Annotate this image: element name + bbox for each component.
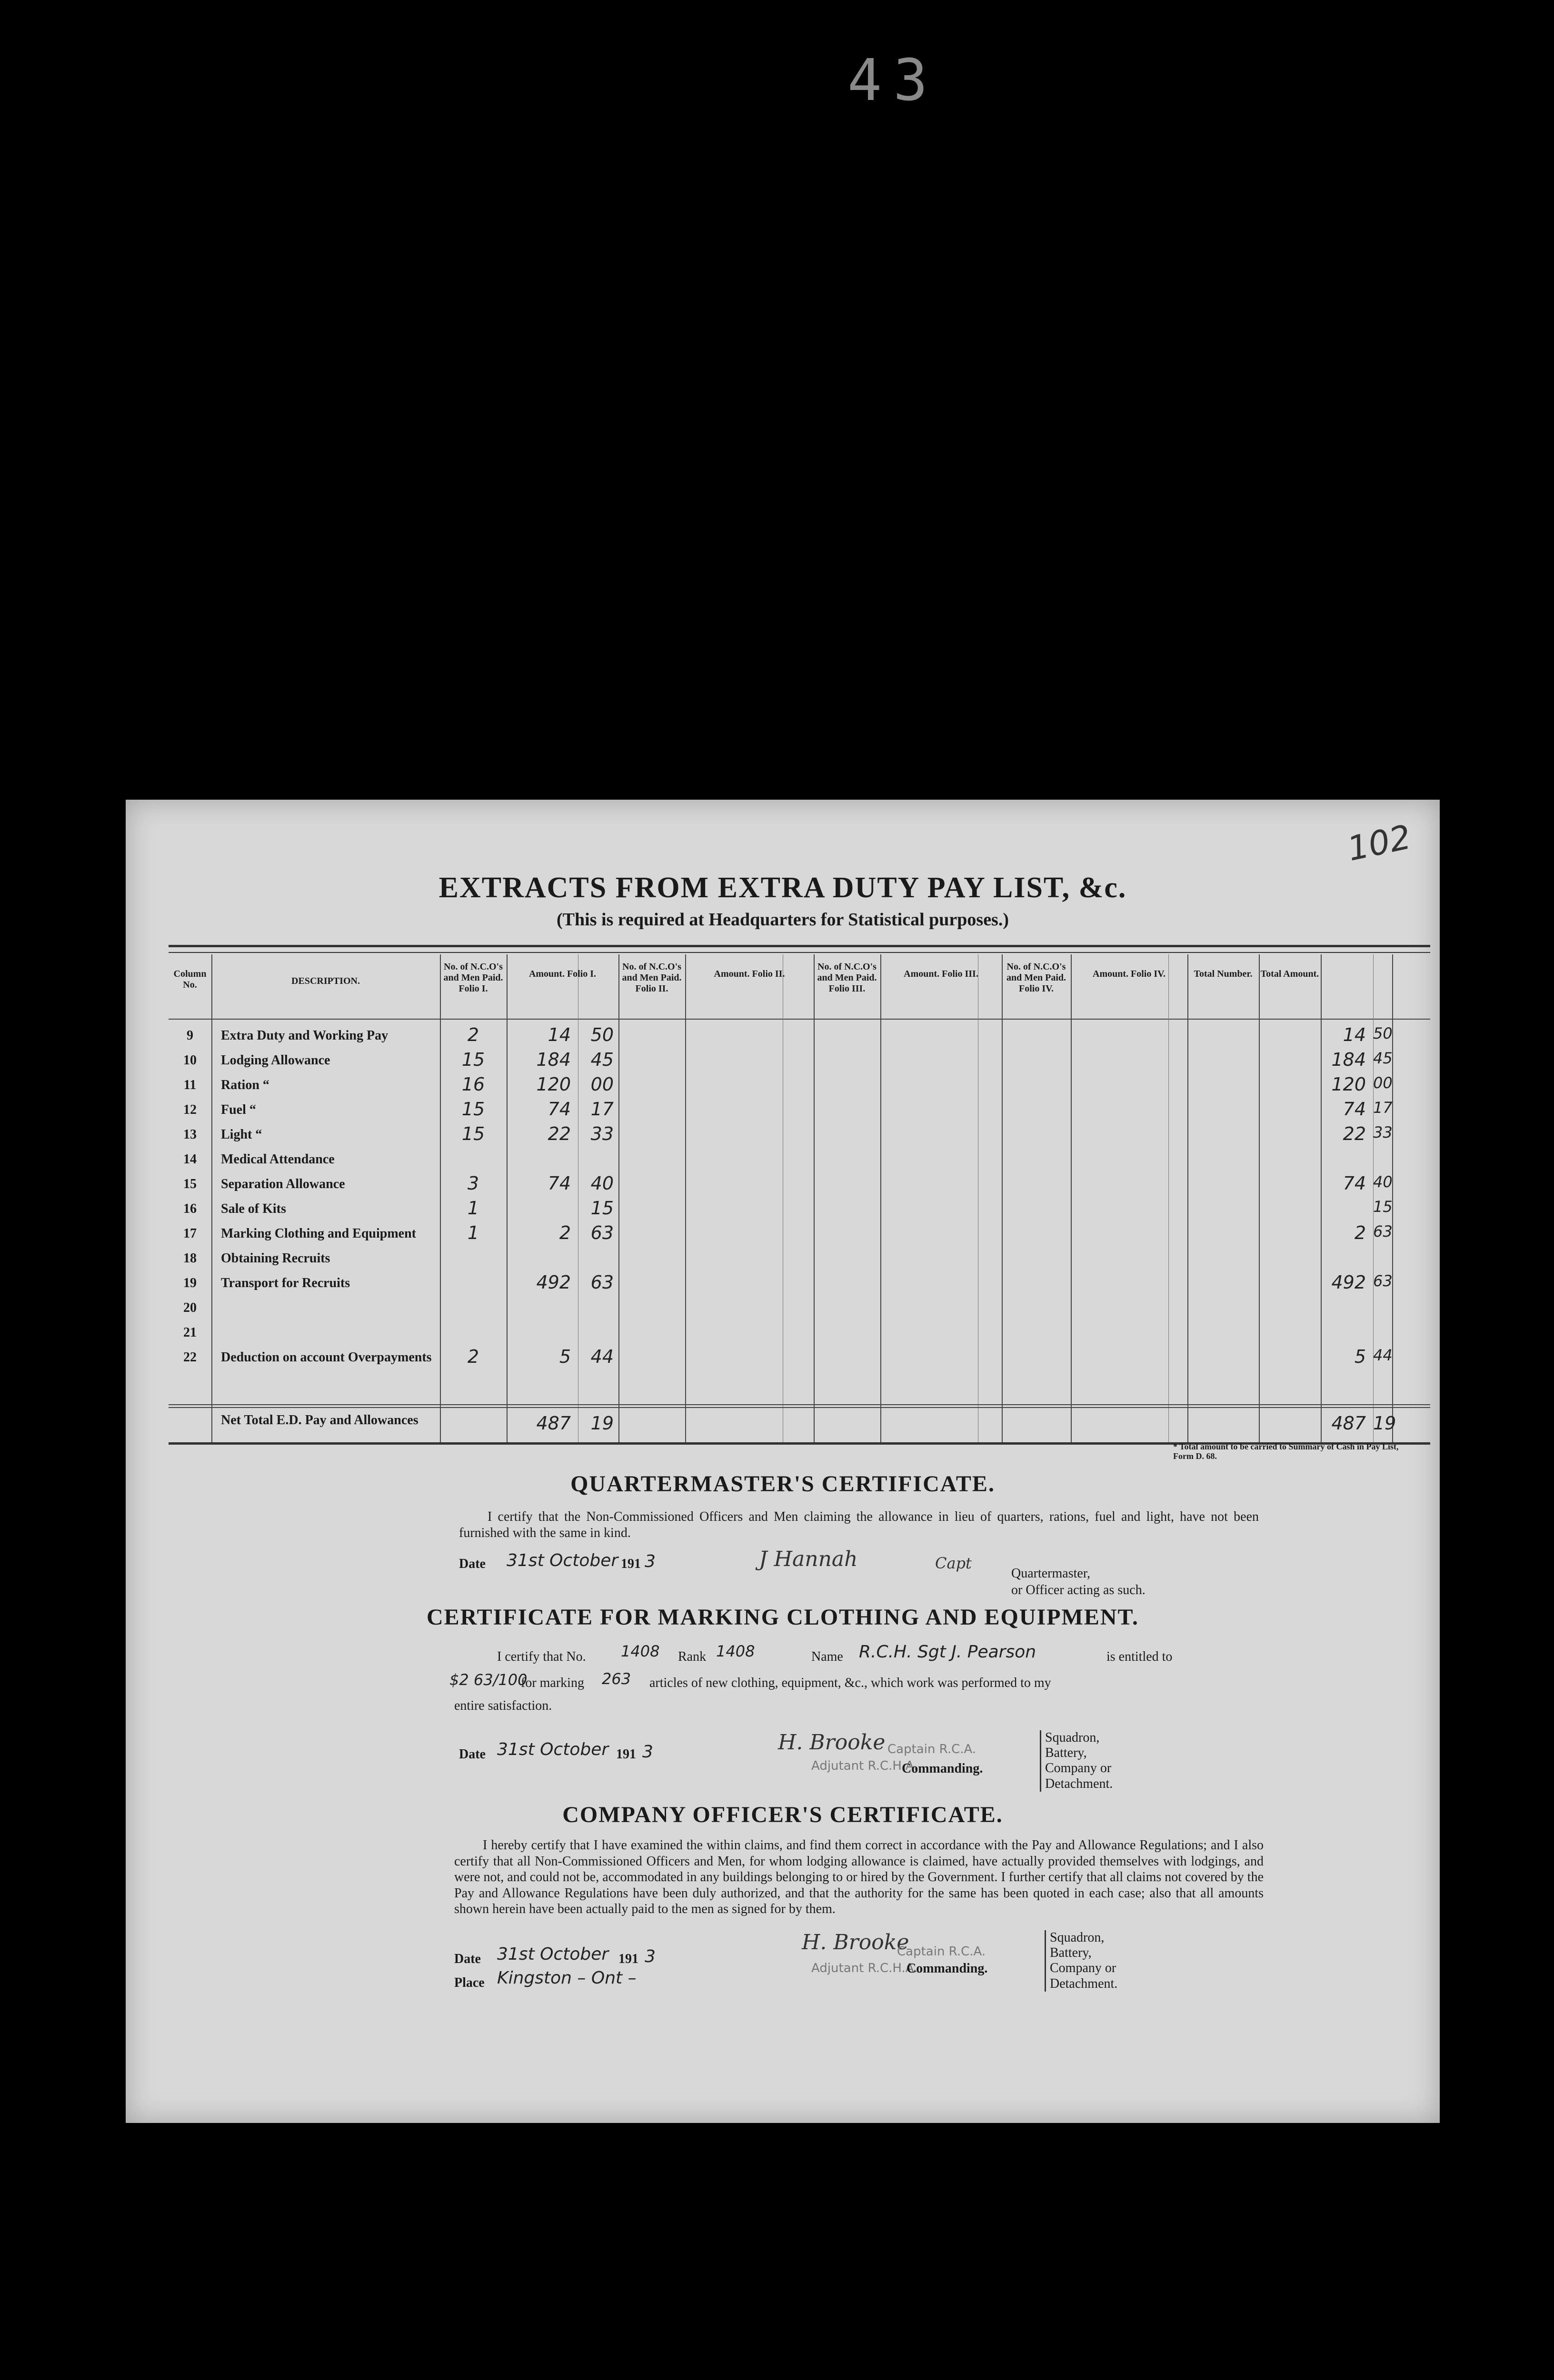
row-amount-cents: 45 xyxy=(590,1049,614,1070)
table-row xyxy=(169,1346,1430,1374)
row-amount-cents: 63 xyxy=(590,1272,614,1293)
company-certificate-text: I hereby certify that I have examined the within claims, and find them correct in accordance with the Pay and Allowance Regulations; and I also certify that all Non-Commissioned Officers and Men, for whom lodging allowance is claimed, have actually provided themselves with lodgings, and were not, and could not be, accommodated in any buildings belonging to or hired by the Government. I further certify that all claims not covered by the Pay and Allowance Regulations have been duly authorized, and that the authority for the same has been quoted in each case; also that all amounts shown herein have been actually paid to the men as signed for by them. xyxy=(454,1838,1264,1917)
table-row xyxy=(169,1099,1430,1126)
table-row xyxy=(169,1251,1430,1275)
row-total-dollars: 492 xyxy=(1331,1272,1366,1293)
row-men-paid: 3 xyxy=(467,1173,479,1194)
row-total-cents: 63 xyxy=(1373,1222,1393,1240)
marking-commanding-label: Commanding. xyxy=(902,1761,983,1776)
document-title: EXTRACTS FROM EXTRA DUTY PAY LIST, &c. xyxy=(438,872,1127,904)
header-nco-folio2: No. of N.C.O's and Men Paid. Folio II. xyxy=(622,962,682,994)
company-date-label: Date xyxy=(454,1952,481,1966)
row-number: 22 xyxy=(183,1350,197,1365)
row-amount-cents: 50 xyxy=(590,1024,614,1045)
row-number: 21 xyxy=(183,1325,197,1340)
header-nco-folio3: No. of N.C.O's and Men Paid. Folio III. xyxy=(817,962,877,994)
row-number: 14 xyxy=(183,1152,197,1167)
row-total-cents: 63 xyxy=(1373,1272,1393,1290)
row-description: Light “ xyxy=(221,1127,262,1142)
row-number: 10 xyxy=(183,1053,197,1068)
table-row xyxy=(169,1222,1430,1250)
marking-stamp-adjutant: Adjutant R.C.H.A. xyxy=(811,1759,918,1773)
row-total-cents: 17 xyxy=(1373,1099,1393,1117)
row-number: 11 xyxy=(183,1078,197,1092)
company-year-value: 3 xyxy=(645,1947,656,1966)
row-total-cents: 00 xyxy=(1373,1074,1393,1092)
marking-certify-label: I certify that No. xyxy=(497,1649,586,1664)
qm-certificate-heading: QUARTERMASTER'S CERTIFICATE. xyxy=(570,1471,995,1497)
row-amount-dollars: 22 xyxy=(548,1123,571,1144)
marking-satisfaction-text: entire satisfaction. xyxy=(454,1698,552,1713)
row-number: 17 xyxy=(183,1226,197,1241)
frame-number: 43 xyxy=(847,48,939,114)
row-men-paid: 15 xyxy=(461,1123,485,1144)
marking-articles-text: articles of new clothing, equipment, &c., which work was performed to my xyxy=(649,1676,1051,1690)
row-amount-cents: 17 xyxy=(590,1099,614,1120)
row-total-dollars: 184 xyxy=(1331,1049,1366,1070)
qm-role-line1: Quartermaster, xyxy=(1011,1566,1091,1581)
table-footnote: * Total amount to be carried to Summary of Cash in Pay List, Form D. 68. xyxy=(1173,1442,1399,1461)
row-amount-dollars: 2 xyxy=(559,1222,571,1243)
row-amount-cents: 40 xyxy=(590,1173,614,1194)
row-amount-dollars: 492 xyxy=(536,1272,571,1293)
marking-stamp-captain: Captain R.C.A. xyxy=(887,1742,976,1756)
marking-no-value: 1408 xyxy=(621,1642,660,1660)
net-total-label: Net Total E.D. Pay and Allowances xyxy=(221,1413,418,1428)
marking-date-label: Date xyxy=(459,1747,486,1762)
row-number: 18 xyxy=(183,1251,197,1266)
table-row xyxy=(169,1074,1430,1101)
row-total-cents: 50 xyxy=(1373,1024,1393,1042)
marking-certificate-heading: CERTIFICATE FOR MARKING CLOTHING AND EQUIPMENT. xyxy=(427,1605,1139,1630)
row-total-cents: 45 xyxy=(1373,1049,1393,1067)
marking-amount-value: $2 63/100 xyxy=(449,1671,528,1689)
row-total-dollars: 14 xyxy=(1343,1024,1366,1045)
marking-year-value: 3 xyxy=(642,1742,653,1762)
row-description: Separation Allowance xyxy=(221,1177,345,1191)
marking-entitled-label: is entitled to xyxy=(1106,1649,1173,1664)
row-total-cents: 40 xyxy=(1373,1173,1393,1191)
company-date-value: 31st October xyxy=(497,1944,609,1964)
company-unit-options: Squadron, Battery, Company or Detachment. xyxy=(1045,1930,1131,1992)
company-place-label: Place xyxy=(454,1975,485,1990)
net-total-tot-cents: 19 xyxy=(1373,1413,1396,1434)
qm-signature-rank: Capt xyxy=(935,1554,972,1572)
table-row xyxy=(169,1024,1430,1052)
table-row xyxy=(169,1272,1430,1299)
table-row xyxy=(169,1198,1430,1225)
row-men-paid: 1 xyxy=(467,1222,479,1243)
row-description: Obtaining Recruits xyxy=(221,1251,330,1266)
company-commanding-label: Commanding. xyxy=(906,1961,988,1976)
header-amount-folio4: Amount. Folio IV. xyxy=(1093,969,1166,979)
net-total-row xyxy=(169,1413,1430,1437)
row-amount-cents: 44 xyxy=(590,1346,614,1367)
row-description: Extra Duty and Working Pay xyxy=(221,1028,388,1043)
row-men-paid: 2 xyxy=(467,1024,479,1045)
qm-certificate-text: I certify that the Non-Commissioned Officers and Men claiming the allowance in lieu of quarters, rations, fuel and light, have not been furnished with the same in kind. xyxy=(459,1509,1259,1540)
row-men-paid: 16 xyxy=(461,1074,485,1095)
row-amount-dollars: 184 xyxy=(536,1049,571,1070)
row-total-dollars: 2 xyxy=(1354,1222,1366,1243)
row-men-paid: 15 xyxy=(461,1049,485,1070)
row-men-paid: 15 xyxy=(461,1099,485,1120)
header-column-no: Column No. xyxy=(173,969,207,990)
table-row xyxy=(169,1300,1430,1324)
table-row xyxy=(169,1152,1430,1176)
marking-rank-value: 1408 xyxy=(716,1642,755,1660)
qm-role-line2: or Officer acting as such. xyxy=(1011,1583,1146,1597)
row-total-cents: 33 xyxy=(1373,1123,1393,1141)
table-row xyxy=(169,1123,1430,1151)
marking-rank-label: Rank xyxy=(678,1649,707,1664)
row-amount-dollars: 5 xyxy=(559,1346,571,1367)
row-total-cents: 15 xyxy=(1373,1198,1393,1216)
row-number: 15 xyxy=(183,1177,197,1191)
row-description: Fuel “ xyxy=(221,1102,256,1117)
company-year-prefix: 191 xyxy=(618,1952,638,1966)
row-amount-cents: 63 xyxy=(590,1222,614,1243)
marking-for-label: for marking xyxy=(521,1676,584,1690)
marking-year-prefix: 191 xyxy=(616,1747,636,1762)
row-description: Marking Clothing and Equipment xyxy=(221,1226,416,1241)
row-total-dollars: 74 xyxy=(1343,1173,1366,1194)
row-number: 19 xyxy=(183,1276,197,1290)
row-description: Medical Attendance xyxy=(221,1152,335,1167)
qm-year-value: 3 xyxy=(645,1552,656,1571)
row-amount-dollars: 74 xyxy=(548,1099,571,1120)
table-row xyxy=(169,1325,1430,1349)
row-total-cents: 44 xyxy=(1373,1346,1393,1364)
row-description: Transport for Recruits xyxy=(221,1276,350,1290)
row-description: Deduction on account Overpayments xyxy=(221,1350,432,1365)
header-amount-folio3: Amount. Folio III. xyxy=(904,969,978,979)
row-amount-dollars: 120 xyxy=(536,1074,571,1095)
marking-name-value: R.C.H. Sgt J. Pearson xyxy=(859,1642,1036,1662)
row-amount-dollars: 74 xyxy=(548,1173,571,1194)
row-total-dollars: 5 xyxy=(1354,1346,1366,1367)
row-amount-cents: 15 xyxy=(590,1198,614,1219)
row-amount-cents: 33 xyxy=(590,1123,614,1144)
marking-date-value: 31st October xyxy=(497,1740,609,1759)
extra-duty-table xyxy=(169,945,1430,1445)
row-number: 13 xyxy=(183,1127,197,1142)
net-total-dollars: 487 xyxy=(536,1413,571,1434)
marking-articles-value: 263 xyxy=(602,1670,631,1688)
row-number: 16 xyxy=(183,1201,197,1216)
header-total-number: Total Number. xyxy=(1194,969,1253,979)
company-place-value: Kingston – Ont – xyxy=(497,1968,637,1988)
row-description: Ration “ xyxy=(221,1078,269,1092)
header-description: DESCRIPTION. xyxy=(291,976,360,986)
qm-date-value: 31st October xyxy=(507,1551,618,1570)
marking-unit-options: Squadron, Battery, Company or Detachment. xyxy=(1040,1730,1126,1792)
row-number: 12 xyxy=(183,1102,197,1117)
row-amount-dollars: 14 xyxy=(548,1024,571,1045)
row-description: Lodging Allowance xyxy=(221,1053,330,1068)
net-total-cents: 19 xyxy=(590,1413,614,1434)
row-description: Sale of Kits xyxy=(221,1201,286,1216)
header-total-amount: Total Amount. xyxy=(1260,969,1319,979)
qm-year-prefix: 191 xyxy=(621,1557,641,1571)
row-men-paid: 1 xyxy=(467,1198,479,1219)
row-number: 9 xyxy=(187,1028,193,1043)
company-stamp-adjutant: Adjutant R.C.H.A. xyxy=(811,1961,918,1975)
qm-signature: J Hannah xyxy=(759,1547,858,1571)
document-subtitle: (This is required at Headquarters for Statistical purposes.) xyxy=(556,910,1009,930)
net-total-tot-dollars: 487 xyxy=(1331,1413,1366,1434)
folio-number: 102 xyxy=(1344,817,1415,869)
header-amount-folio2: Amount. Folio II. xyxy=(714,969,785,979)
document-sheet xyxy=(126,800,1440,2123)
row-amount-cents: 00 xyxy=(590,1074,614,1095)
table-row xyxy=(169,1049,1430,1077)
company-signature: H. Brooke xyxy=(802,1930,909,1954)
header-nco-folio1: No. of N.C.O's and Men Paid. Folio I. xyxy=(443,962,503,994)
company-certificate-heading: COMPANY OFFICER'S CERTIFICATE. xyxy=(562,1802,1003,1827)
row-total-dollars: 22 xyxy=(1343,1123,1366,1144)
row-men-paid: 2 xyxy=(467,1346,479,1367)
qm-date-label: Date xyxy=(459,1557,486,1571)
marking-signature: H. Brooke xyxy=(778,1730,886,1755)
table-row xyxy=(169,1173,1430,1200)
row-total-dollars: 74 xyxy=(1343,1099,1366,1120)
header-amount-folio1: Amount. Folio I. xyxy=(528,969,597,979)
marking-name-label: Name xyxy=(811,1649,843,1664)
row-number: 20 xyxy=(183,1300,197,1315)
header-nco-folio4: No. of N.C.O's and Men Paid. Folio IV. xyxy=(1006,962,1066,994)
company-stamp-captain: Captain R.C.A. xyxy=(897,1944,986,1959)
row-total-dollars: 120 xyxy=(1331,1074,1366,1095)
